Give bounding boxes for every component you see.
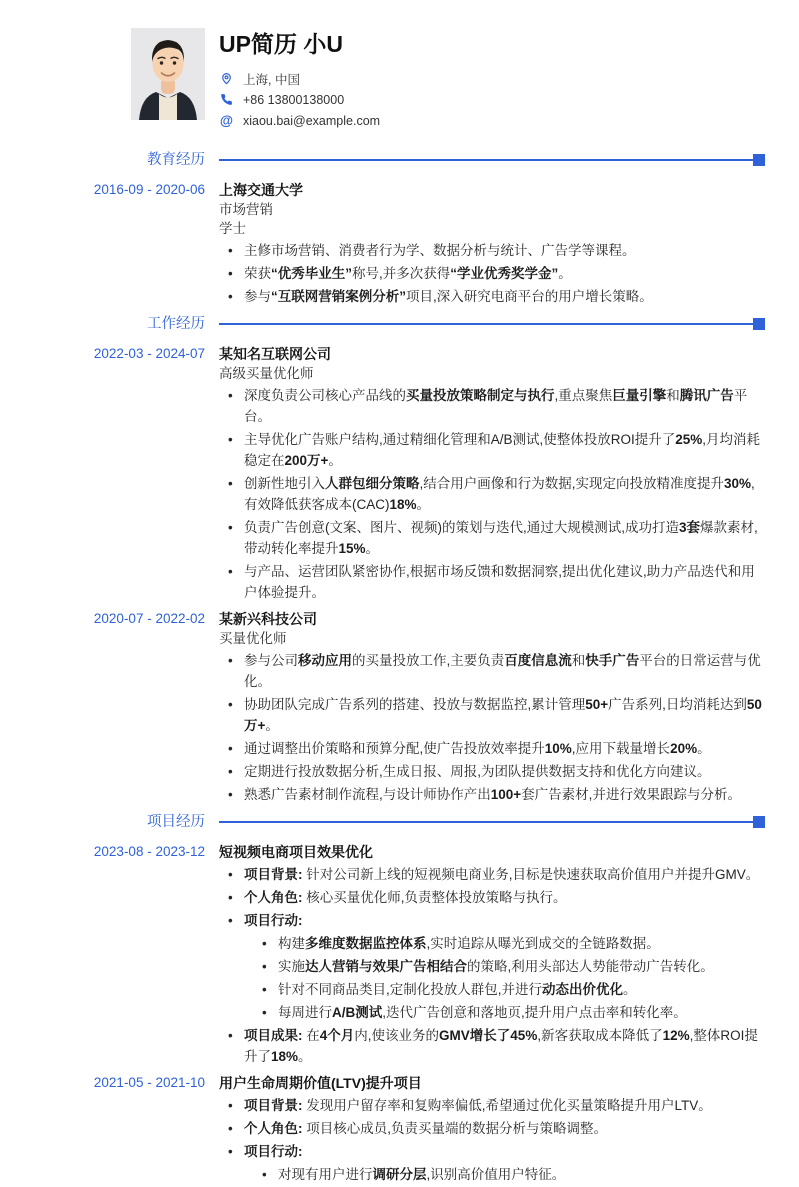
bullet-text: 定期进行投放数据分析,生成日报、周报,为团队提供数据支持和优化方向建议。 — [244, 764, 711, 779]
bullet-dot — [253, 1002, 278, 1023]
bullet-text: 协助团队完成广告系列的搭建、投放与数据监控,累计管理50+广告系列,日均消耗达到50万+。 — [244, 697, 762, 733]
bullet-text: 项目成果: 在4个月内,使该业务的GMV增长了45%,新客获取成本降低了12%,整体ROI提升了18%。 — [244, 1028, 758, 1064]
bullet-text: 深度负责公司核心产品线的买量投放策略制定与执行,重点聚焦巨量引擎和腾讯广告平台。 — [244, 388, 748, 424]
contact-phone-text: +86 13800138000 — [243, 92, 345, 107]
bullet-dot — [219, 1141, 244, 1162]
project-entry — [0, 1073, 799, 1187]
education-entry — [0, 180, 799, 309]
bullet-item — [219, 1095, 765, 1116]
resume-header — [0, 28, 799, 131]
section-divider-square — [753, 154, 765, 166]
location-icon — [219, 71, 234, 86]
bullet-item — [219, 650, 765, 692]
contact-phone — [219, 89, 765, 110]
bullet-dot — [219, 761, 244, 782]
bullet-text: 个人角色: 项目核心成员,负责买量端的数据分析与策略调整。 — [244, 1121, 608, 1136]
bullet-dot — [219, 385, 244, 427]
bullet-text: 项目行动: — [244, 913, 303, 928]
bullet-text: 负责广告创意(文案、图片、视频)的策划与迭代,通过大规模测试,成功打造3套爆款素材,带动转化率提升15%。 — [244, 520, 758, 556]
section-divider-line — [219, 821, 753, 823]
bullet-dot — [253, 933, 278, 954]
bullet-text: 参与公司移动应用的买量投放工作,主要负责百度信息流和快手广告平台的日常运营与优化。 — [244, 653, 761, 689]
bullet-dot — [253, 979, 278, 1000]
avatar — [131, 28, 205, 120]
bullet-dot — [219, 240, 244, 261]
section-header — [0, 151, 799, 169]
bullet-list — [219, 1095, 765, 1185]
bullet-dot — [253, 956, 278, 977]
entry-date: 2016-09 - 2020-06 — [93, 182, 205, 197]
section-divider-square — [753, 816, 765, 828]
entry-body — [205, 609, 799, 807]
bullet-item — [219, 263, 765, 284]
bullet-item — [219, 1118, 765, 1139]
bullet-text: 每周进行A/B测试,迭代广告创意和落地页,提升用户点击率和转化率。 — [278, 1005, 687, 1020]
entry-date: 2022-03 - 2024-07 — [93, 346, 205, 361]
bullet-dot — [219, 286, 244, 307]
project-name: 用户生命周期价值(LTV)提升项目 — [219, 1075, 422, 1091]
contact-email-text: xiaou.bai@example.com — [243, 113, 381, 128]
bullet-dot — [219, 1118, 244, 1139]
bullet-dot — [219, 517, 244, 559]
work-entry — [0, 609, 799, 807]
bullet-item — [219, 429, 765, 471]
bullet-dot — [219, 694, 244, 736]
section-divider-line — [219, 323, 753, 325]
bullet-text: 参与“互联网营销案例分析”项目,深入研究电商平台的用户增长策略。 — [244, 289, 653, 304]
bullet-dot — [219, 1095, 244, 1116]
bullet-item — [219, 286, 765, 307]
bullet-item — [219, 561, 765, 603]
section-divider — [205, 315, 799, 333]
bullet-item — [219, 887, 765, 908]
sub-bullet-item — [219, 1002, 765, 1023]
bullet-dot — [219, 1025, 244, 1067]
bullet-text: 项目背景: 发现用户留存率和复购率偏低,希望通过优化买量策略提升用户LTV。 — [244, 1098, 712, 1113]
phone-icon — [219, 92, 234, 107]
work-entry — [0, 344, 799, 605]
section-divider — [205, 151, 799, 169]
bullet-item — [219, 240, 765, 261]
job-title: 高级买量优化师 — [219, 366, 314, 381]
sub-bullet-item — [219, 1164, 765, 1185]
bullet-item — [219, 517, 765, 559]
entry-date: 2020-07 - 2022-02 — [93, 611, 205, 626]
company-name: 某知名互联网公司 — [219, 346, 331, 362]
header-info — [205, 28, 799, 131]
bullet-text: 主导优化广告账户结构,通过精细化管理和A/B测试,使整体投放ROI提升了25%,月均消耗稳定在200万+。 — [244, 432, 761, 468]
bullet-text: 个人角色: 核心买量优化师,负责整体投放策略与执行。 — [244, 890, 567, 905]
bullet-item — [219, 385, 765, 427]
entry-date: 2021-05 - 2021-10 — [93, 1075, 205, 1090]
bullet-text: 实施达人营销与效果广告相结合的策略,利用头部达人势能带动广告转化。 — [278, 959, 714, 974]
section-header — [0, 315, 799, 333]
bullet-dot — [219, 738, 244, 759]
entry-body — [205, 842, 799, 1069]
degree: 学士 — [219, 221, 246, 236]
bullet-dot — [219, 263, 244, 284]
bullet-item — [219, 910, 765, 931]
entry-body — [205, 1073, 799, 1187]
section-divider-square — [753, 318, 765, 330]
contact-email — [219, 110, 765, 131]
bullet-list — [219, 864, 765, 1067]
bullet-item — [219, 864, 765, 885]
sub-bullet-item — [219, 956, 765, 977]
sub-bullet-item — [219, 979, 765, 1000]
bullet-text: 荣获“优秀毕业生”称号,并多次获得“学业优秀奖学金”。 — [244, 266, 572, 281]
project-name: 短视频电商项目效果优化 — [219, 844, 373, 860]
sub-bullet-item — [219, 933, 765, 954]
bullet-text: 对现有用户进行调研分层,识别高价值用户特征。 — [278, 1167, 566, 1182]
bullet-dot — [253, 1164, 278, 1185]
bullet-item — [219, 1025, 765, 1067]
bullet-text: 熟悉广告素材制作流程,与设计师协作产出100+套广告素材,并进行效果跟踪与分析。 — [244, 787, 741, 802]
section-header — [0, 813, 799, 831]
bullet-text: 构建多维度数据监控体系,实时追踪从曝光到成交的全链路数据。 — [278, 936, 660, 951]
section-divider-line — [219, 159, 753, 161]
bullet-item — [219, 473, 765, 515]
bullet-item — [219, 738, 765, 759]
bullet-list — [219, 240, 765, 307]
bullet-dot — [219, 650, 244, 692]
bullet-dot — [219, 864, 244, 885]
bullet-item — [219, 1141, 765, 1162]
contact-location — [219, 68, 765, 89]
section-work — [0, 315, 799, 807]
bullet-dot — [219, 910, 244, 931]
bullet-dot — [219, 473, 244, 515]
section-education — [0, 151, 799, 309]
bullet-dot — [219, 429, 244, 471]
entry-body — [205, 344, 799, 605]
bullet-dot — [219, 887, 244, 908]
section-title: 工作经历 — [147, 316, 205, 332]
bullet-dot — [219, 561, 244, 603]
bullet-item — [219, 694, 765, 736]
major: 市场营销 — [219, 202, 273, 217]
bullet-text: 项目背景: 针对公司新上线的短视频电商业务,目标是快速获取高价值用户并提升GMV。 — [244, 867, 760, 882]
section-projects — [0, 813, 799, 1187]
school-name: 上海交通大学 — [219, 182, 303, 198]
entry-body — [205, 180, 799, 309]
company-name: 某新兴科技公司 — [219, 611, 317, 627]
bullet-list — [219, 650, 765, 805]
job-title: 买量优化师 — [219, 631, 287, 646]
project-entry — [0, 842, 799, 1069]
candidate-name: UP简历 小U — [219, 31, 343, 57]
entry-date: 2023-08 - 2023-12 — [93, 844, 205, 859]
bullet-item — [219, 761, 765, 782]
bullet-list — [219, 385, 765, 603]
bullet-item — [219, 784, 765, 805]
bullet-text: 与产品、运营团队紧密协作,根据市场反馈和数据洞察,提出优化建议,助力产品迭代和用户体验提升。 — [244, 564, 755, 600]
email-icon: @ — [219, 113, 234, 128]
bullet-text: 针对不同商品类目,定制化投放人群包,并进行动态出价优化。 — [278, 982, 637, 997]
bullet-dot — [219, 784, 244, 805]
avatar-illustration — [131, 28, 205, 120]
bullet-text: 主修市场营销、消费者行为学、数据分析与统计、广告学等课程。 — [244, 243, 636, 258]
bullet-text: 创新性地引入人群包细分策略,结合用户画像和行为数据,实现定向投放精准度提升30%,有效降低获客成本(CAC)18%。 — [244, 476, 755, 512]
bullet-text: 通过调整出价策略和预算分配,使广告投放效率提升10%,应用下载量增长20%。 — [244, 741, 711, 756]
section-title: 教育经历 — [147, 152, 205, 168]
contact-location-text: 上海, 中国 — [243, 72, 300, 87]
section-divider — [205, 813, 799, 831]
header-left-column — [0, 28, 205, 131]
section-title: 项目经历 — [147, 814, 205, 830]
bullet-text: 项目行动: — [244, 1144, 303, 1159]
